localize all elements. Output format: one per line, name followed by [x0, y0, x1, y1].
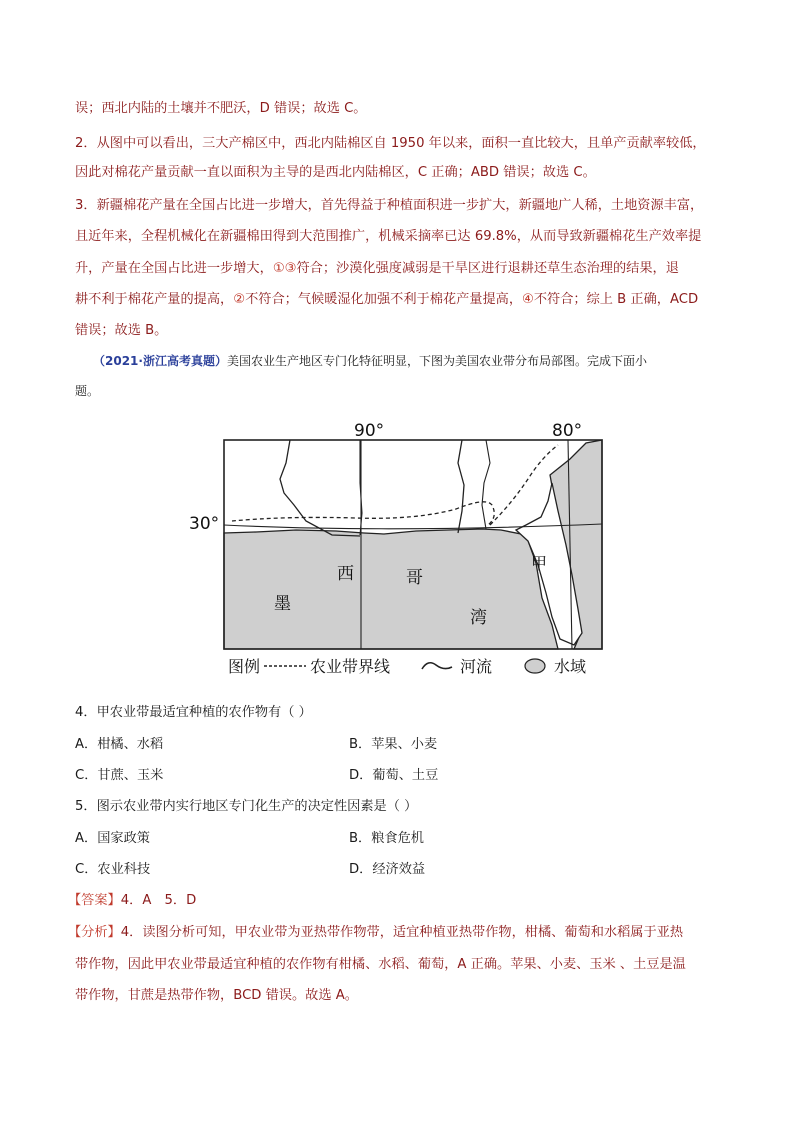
- text-segment: 升，产量在全国占比进一步增大，: [75, 261, 273, 276]
- q5-option-c: C．农业科技: [75, 862, 151, 877]
- q4-stem: 4．甲农业带最适宜种植的农作物有（ ）: [75, 705, 312, 720]
- explanation-line-5: 且近年来，全程机械化在新疆棉田得到大范围推广，机械采摘率已达 69.8%，从而导致新疆棉花生产效率提: [75, 229, 702, 244]
- gulf-label-char: 湾: [470, 608, 487, 628]
- intro-text-cont: 题。: [75, 384, 100, 398]
- q5-option-a: A．国家政策: [75, 831, 150, 846]
- legend-river-symbol: [422, 663, 452, 669]
- q4-option-c: C．甘蔗、玉米: [75, 768, 164, 783]
- answer-text: 4．A 5．D: [120, 893, 197, 908]
- explanation-line-2: 2．从图中可以看出，三大产棉区中，西北内陆棉区自 1950 年以来，面积一直比较大，且单产贡献率较低，: [75, 136, 706, 151]
- gulf-label-char: 哥: [406, 568, 423, 588]
- q4-option-b: B．苹果、小麦: [349, 737, 438, 752]
- q5-option-b: B．粮食危机: [349, 831, 424, 846]
- analysis-line-1: [68, 924, 683, 942]
- q5-stem: 5．图示农业带内实行地区专门化生产的决定性因素是（ ）: [75, 799, 418, 814]
- analysis-text: 4．读图分析可知，甲农业带为亚热带作物带，适宜种植亚热带作物，柑橘、葡萄和水稻属于亚热: [120, 925, 684, 940]
- answer-label: 【答案】: [68, 893, 121, 908]
- explanation-line-3: 因此对棉花产量贡献一直以面积为主导的是西北内陆棉区，C 正确；ABD 错误；故选 C。: [75, 165, 596, 180]
- text-segment: 不符合；综上 B 正确，ACD: [533, 292, 699, 307]
- gulf-label-char: 墨: [274, 594, 291, 614]
- legend-water-symbol: [525, 659, 545, 673]
- circled-number: ①③: [272, 261, 297, 276]
- belt-jia-label: 甲: [531, 554, 548, 573]
- q4-option-a: A．柑橘、水稻: [75, 737, 164, 752]
- legend-river: 河流: [460, 657, 493, 676]
- legend-water: 水域: [554, 657, 587, 676]
- gulf-water: [224, 529, 558, 649]
- gulf-label-char: 西: [337, 564, 354, 584]
- text-segment: 符合；沙漠化强度减弱是干旱区进行退耕还草生态治理的结果，退: [296, 261, 679, 276]
- analysis-label: 【分析】: [68, 925, 121, 940]
- explanation-line-4: 3．新疆棉花产量在全国占比进一步增大，首先得益于种植面积进一步扩大，新疆地广人稀，土地资源丰富，: [75, 198, 704, 213]
- text-segment: 不符合；气候暖湿化加强不利于棉花产量提高，: [245, 292, 523, 307]
- explanation-line-6: [75, 260, 679, 278]
- lon-label-80: 80°: [552, 421, 583, 441]
- circled-number: ④: [522, 292, 534, 307]
- legend-title: 图例: [228, 657, 261, 676]
- circled-number: ②: [233, 292, 246, 307]
- answer-line: [68, 892, 196, 910]
- q5-option-d: D．经济效益: [349, 862, 426, 877]
- intro-text: 美国农业生产地区专门化特征明显，下图为美国农业带分布局部图。完成下面小: [226, 354, 647, 368]
- lat-label-30: 30°: [189, 514, 220, 534]
- lon-label-90: 90°: [354, 421, 385, 441]
- legend-boundary: 农业带界线: [310, 657, 391, 676]
- explanation-line-7: [75, 291, 698, 309]
- analysis-line-2: 带作物，因此甲农业带最适宜种植的农作物有柑橘、水稻、葡萄，A 正确。苹果、小麦、玉米 、土豆是温: [75, 957, 686, 972]
- agriculture-belt-map: [186, 413, 606, 683]
- question-intro: [93, 352, 647, 370]
- explanation-line-8: 错误；故选 B。: [75, 323, 168, 338]
- text-segment: 耕不利于棉花产量的提高，: [75, 292, 234, 307]
- explanation-line-1: 误；西北内陆的土壤并不肥沃，D 错误；故选 C。: [75, 101, 367, 116]
- q4-option-d: D．葡萄、土豆: [349, 768, 439, 783]
- analysis-line-3: 带作物，甘蔗是热带作物，BCD 错误。故选 A。: [75, 988, 358, 1003]
- question-source: （2021·浙江高考真题）: [93, 354, 227, 368]
